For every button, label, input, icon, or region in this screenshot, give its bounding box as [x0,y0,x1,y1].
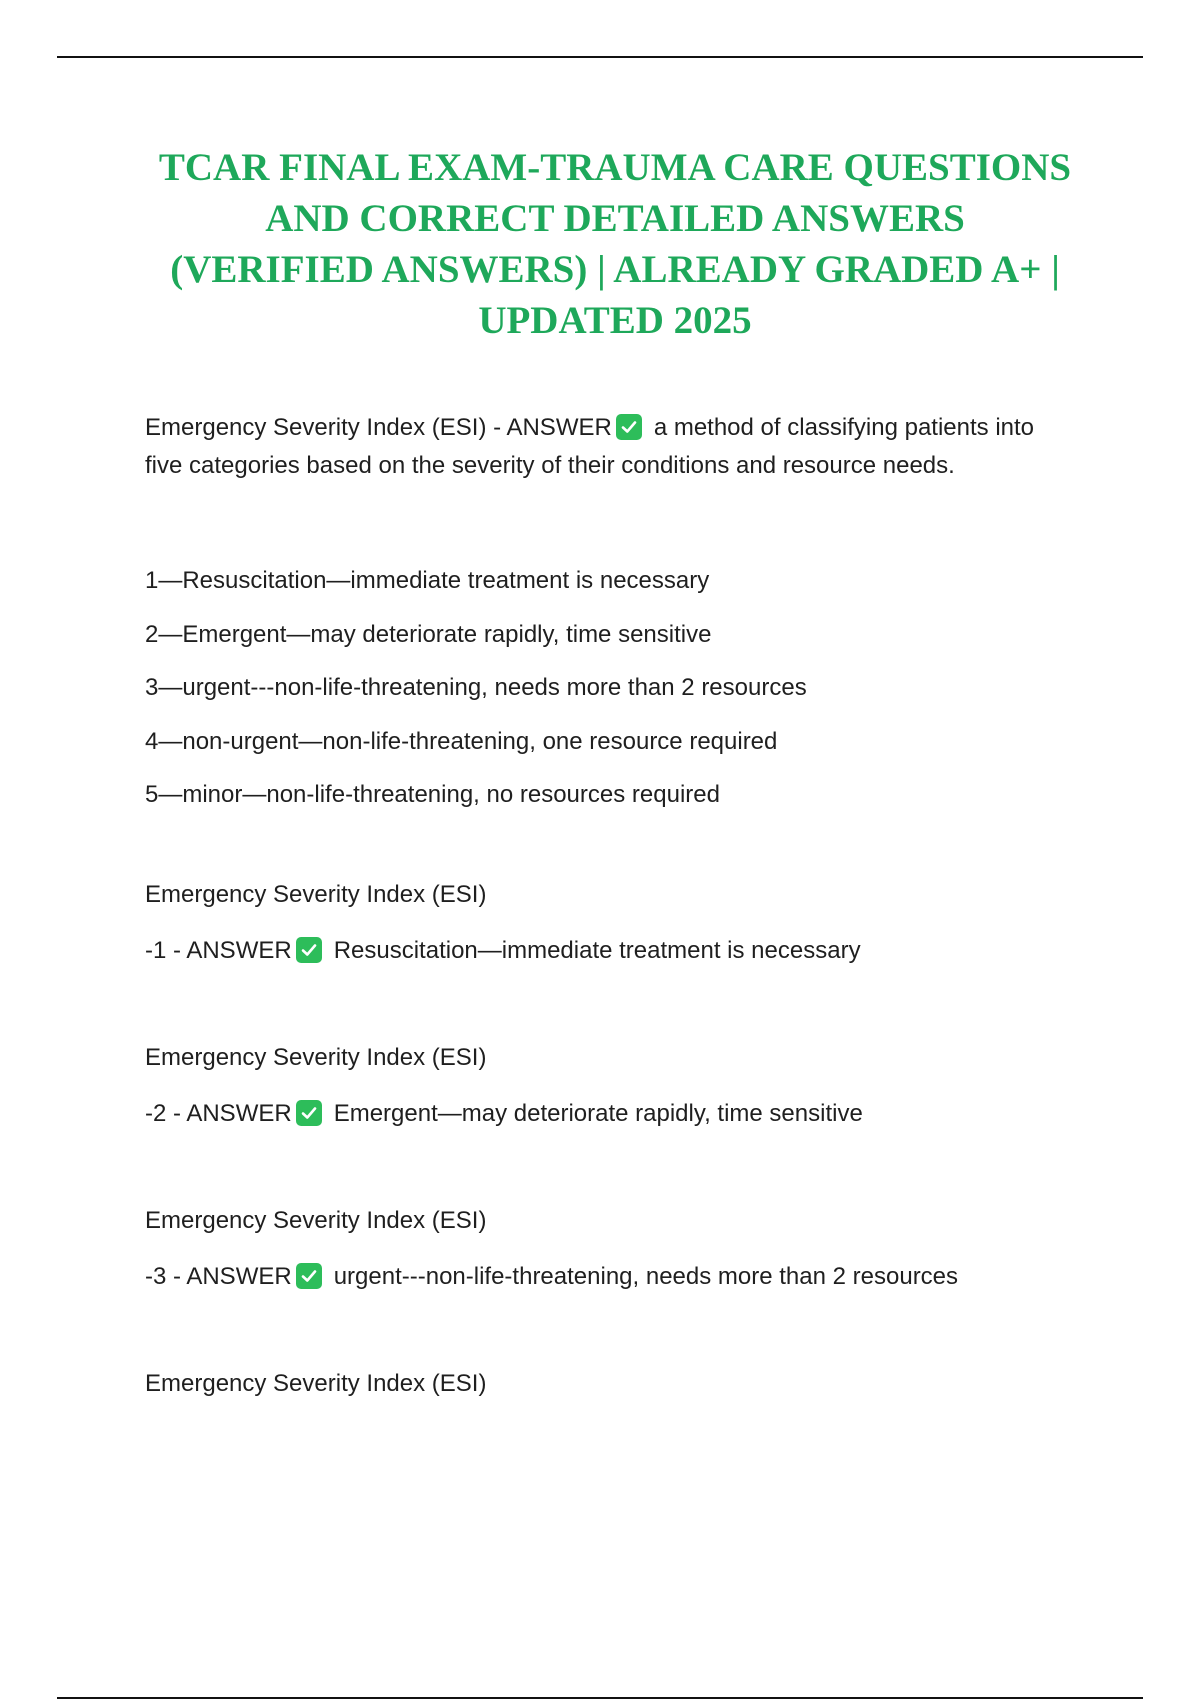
list-item: 4—non-urgent—non-life-threatening, one resource required [145,727,778,755]
check-mark-icon [296,1263,322,1289]
list-item: 3—urgent---non-life-threatening, needs more than 2 resources [145,674,807,701]
qa-prefix: -3 - ANSWER [145,1263,292,1290]
list-item: 1—Resuscitation—immediate treatment is necessary [145,567,710,594]
qa-answer: Emergent—may deteriorate rapidly, time sensitive [333,1100,863,1127]
title-line: UPDATED 2025 [478,299,752,342]
qa-prefix: -2 - ANSWER [145,1100,292,1127]
check-mark-icon [296,937,322,963]
qa-question: Emergency Severity Index (ESI) [145,1044,487,1071]
top-rule [57,56,1143,58]
intro-answer: a method of classifying patients into [653,414,1035,441]
check-mark-icon [616,414,642,440]
title-line: AND CORRECT DETAILED ANSWERS [265,197,965,240]
list-item: 2—Emergent—may deteriorate rapidly, time sensitive [145,620,712,648]
qa-prefix: -1 - ANSWER [145,937,292,964]
qa-item [145,876,861,970]
list-item: 5—minor—non-life-threatening, no resources required [145,781,720,808]
qa-answer: urgent---non-life-threatening, needs more than 2 resources [333,1263,959,1290]
qa-answer-line [145,1095,863,1133]
bottom-rule [57,1697,1143,1699]
qa-item [145,1039,863,1133]
qa-answer-line [145,932,861,970]
document-title [130,142,1100,346]
qa-question: Emergency Severity Index (ESI) [145,1370,487,1397]
qa-question: Emergency Severity Index (ESI) [145,881,487,908]
esi-levels-list [145,554,807,822]
qa-question: Emergency Severity Index (ESI) [145,1207,487,1234]
qa-answer: Resuscitation—immediate treatment is necessary [333,937,861,964]
qa-item [145,1202,958,1296]
intro-line-2: five categories based on the severity of their conditions and resource needs. [145,452,955,479]
title-line: TCAR FINAL EXAM-TRAUMA CARE QUESTIONS [158,146,1072,189]
qa-answer-line [145,1258,958,1296]
intro-definition [145,409,1034,485]
intro-question: Emergency Severity Index (ESI) - ANSWER [145,414,612,441]
title-line: (VERIFIED ANSWERS) | ALREADY GRADED A+ | [170,248,1060,291]
check-mark-icon [296,1100,322,1126]
intro-line-1 [145,409,1034,447]
